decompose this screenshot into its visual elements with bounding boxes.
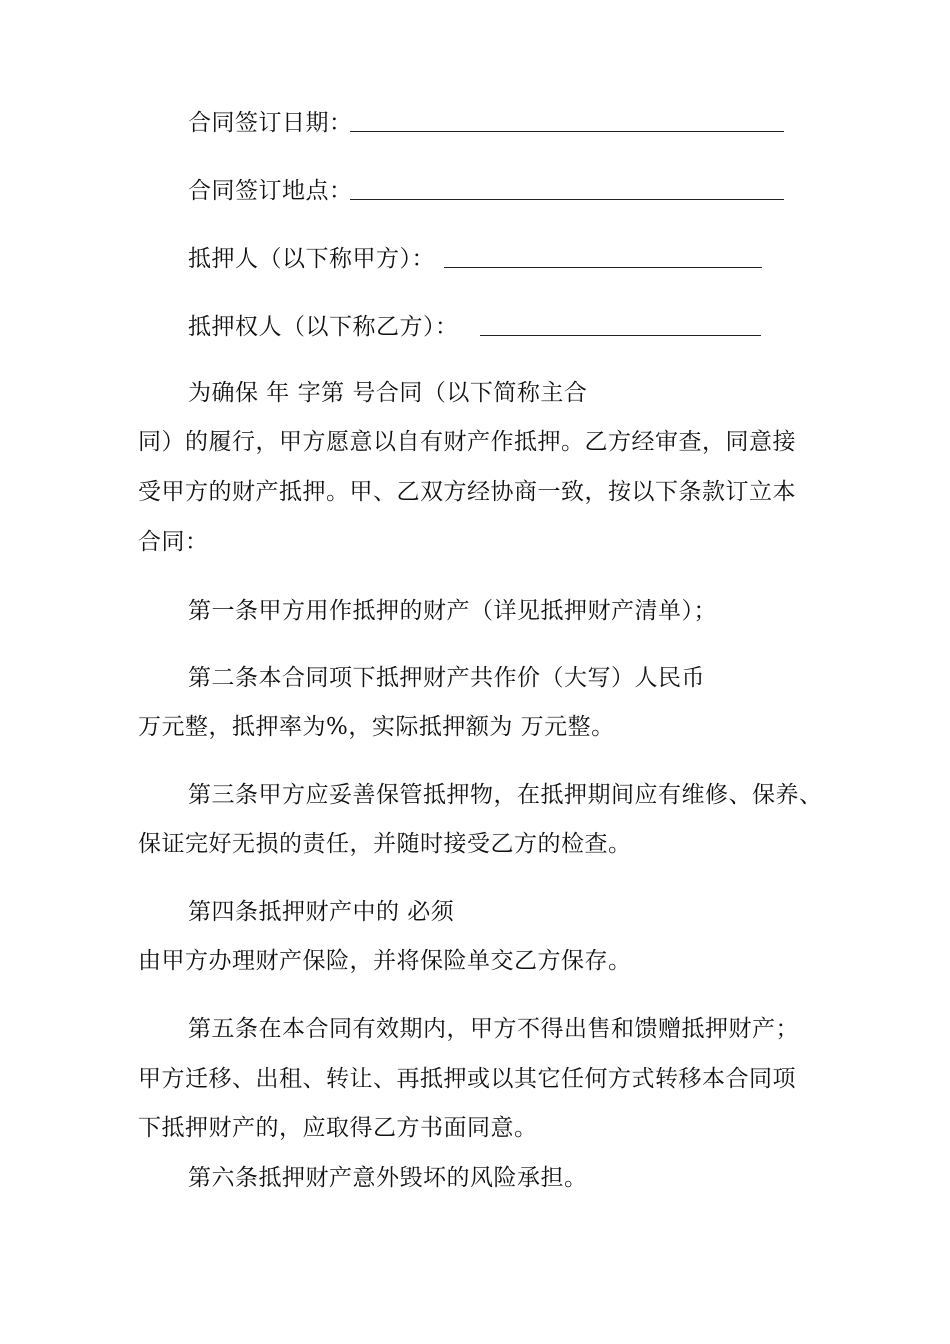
preamble-line-1: 为确保 年 字第 号合同（以下简称主合 (188, 380, 588, 406)
article-5-line-2: 甲方迁移、出租、转让、再抵押或以其它任何方式转移本合同项 (138, 1066, 796, 1092)
signing-place-blank (350, 199, 784, 200)
article-5-line-3: 下抵押财产的，应取得乙方书面同意。 (138, 1115, 538, 1141)
mortgagor-label: 抵押人（以下称甲方）： (188, 246, 435, 272)
article-2-line-1: 第二条本合同项下抵押财产共作价（大写）人民币 (188, 665, 705, 691)
preamble-line-3: 受甲方的财产抵押。甲、乙双方经协商一致，按以下条款订立本 (138, 479, 796, 505)
mortgagee-label: 抵押权人（以下称乙方）： (188, 314, 459, 340)
article-2-line-2: 万元整，抵押率为%，实际抵押额为 万元整。 (138, 714, 615, 740)
article-5-line-1: 第五条在本合同有效期内，甲方不得出售和馈赠抵押财产； (188, 1016, 799, 1042)
article-3-line-2: 保证完好无损的责任，并随时接受乙方的检查。 (138, 831, 632, 857)
mortgagor-blank (444, 267, 762, 268)
signing-date-blank (350, 131, 784, 132)
article-1-line-1: 第一条甲方用作抵押的财产（详见抵押财产清单）； (188, 598, 717, 624)
article-4-line-2: 由甲方办理财产保险，并将保险单交乙方保存。 (138, 948, 632, 974)
article-6-line-1: 第六条抵押财产意外毁坏的风险承担。 (188, 1165, 588, 1191)
mortgagee-blank (480, 335, 761, 336)
signing-date-label: 合同签订日期： (188, 110, 353, 136)
signing-place-label: 合同签订地点： (188, 178, 353, 204)
article-4-line-1: 第四条抵押财产中的 必须 (188, 899, 455, 925)
preamble-line-2: 同）的履行，甲方愿意以自有财产作抵押。乙方经审查，同意接 (138, 429, 796, 455)
article-3-line-1: 第三条甲方应妥善保管抵押物，在抵押期间应有维修、保养、 (188, 782, 823, 808)
preamble-line-4: 合同： (138, 529, 209, 555)
